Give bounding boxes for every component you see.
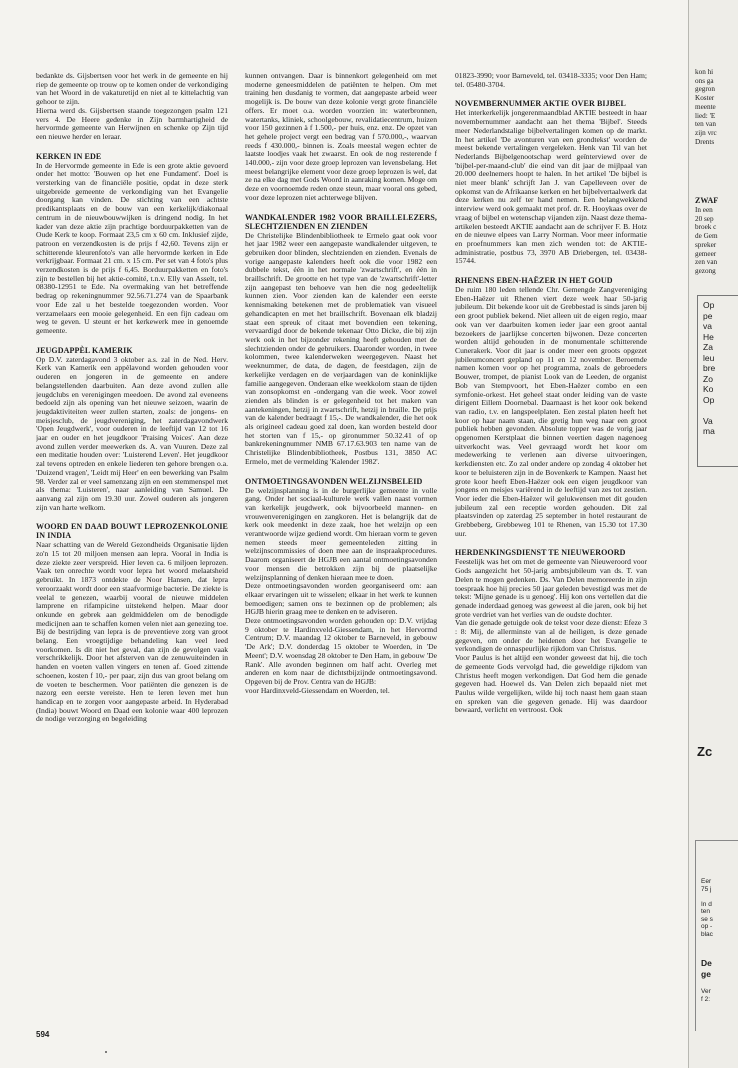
adjacent-page-text-fragment: f 2: <box>701 995 711 1003</box>
article-heading: WOORD EN DAAD BOUWT LEPROZENKOLONIE IN INDIA <box>36 522 228 541</box>
article-heading: ONTMOETINGSAVONDEN WELZIJNSBELEID <box>245 476 423 486</box>
adjacent-page-text-fragment: Op <box>703 300 715 310</box>
article-heading: JEUGDAPPÈL KAMERIK <box>36 345 133 355</box>
adjacent-page-text-fragment: Ko <box>703 384 714 394</box>
adjacent-page-text-fragment: 75 j <box>701 885 712 893</box>
adjacent-page-text-fragment: ons ga <box>695 76 714 85</box>
article-paragraph: bedankte ds. Gijsbertsen voor het werk in de gemeente en hij riep de gemeente op trouw op te komen onder de verkondiging van het Woord in de vakaturetijd en niet al te kittelachtig van gehoor te zijn. <box>36 72 228 107</box>
adjacent-page-text-fragment: Zo <box>703 373 713 384</box>
article-paragraph: kunnen ontvangen. Daar is binnenkort gelegenheid om met moderne geneesmiddelen de patiënten te helpen. Om met training hen dusdanig te vormen, dat aangepaste arbeid weer mogelijk is. De bouw van deze kolonie vergt grote financiële offers. Er moet o.a. worden voorzien in: waterbronnen, watertanks, kliniek, schoolgebouw, revalidatiecentrum, huizen voor 150 gezinnen à f 1.500,- per huis, enz. enz. De opzet van het gehele project vergt een bedrag van f 570.000,-, waarvan reeds f 430.000,- binnen is. Zoals meestal wegen echter de laatste loodjes vaak het zwaarst. En ook de nog resterende f 140.000,- zijn voor deze groep leprozen van levensbelang. Het meest belangrijke element voor deze groep leprozen is wel, dat ze na elke dag met Gods Woord in aanraking komen. Moge om deze en voornoemde reden onze steun, maar vooral ons gebed, voor deze leprozen niet achterwege blijven. <box>245 72 437 202</box>
print-speck <box>105 1051 107 1053</box>
adjacent-page-text-fragment: lied: 'E <box>695 111 716 120</box>
adjacent-page-text-fragment: pe <box>703 310 713 321</box>
article-paragraph: De ruim 180 leden tellende Chr. Gemengde Zangvereniging Eben-Haëzer uit Rhenen viert deze week haar 50-jarig jubileum. Dit bekende koor uit de Grebbestad is sinds jaren bij een groot publiek bekend. Niet alleen uit de eigen regio, maar ook van ver daarbuiten komen ieder jaar een groot aantal bezoekers de jaarlijkse concerten bijwonen. Deze concerten worden altijd gehouden in de monumentale schitterende Cunerakerk. Voor dit jaar is onder meer een groots opgezet jubileumconcert gepland op 11 en 12 november. Beroemde namen komen voor op het programma, zoals de gebroeders Bouwer, trompet, de pianist Look van de Leeden, de organist Bob van Stempvoort, het Eben-Haëzer combo en een symfonie-orkest. Het geheel staat onder leiding van de vaste dirigent Eillem Doornebal. Daarnaast is het koor ook bekend van radio, t.v. en langspeelplaten. Een zestal platen heeft het koor op haar naam staan, die gretig hun weg naar een groot publiek hebben gevonden. Absolute topper was de vorig jaar opgenomen Kerstplaat die binnen veertien dagen nagenoeg uitverkocht was. Veel gevraagd wordt het koor om medewerking te verlenen aan diverse uitvoeringen, kerkdiensten etc. Zo zal onder andere op zondag 4 oktober het koor te beluisteren zijn in de Bovenkerk te Kampen. Naast het grote koor heeft Eben-Haëzer ook een eigen jeugdkoor van jongens en meisjes variërend in de leeftijd van zes tot zestien. Voor ieder die Eben-Haëzer wil gelukwensen met dit gouden jubileum zal een receptie worden gehouden. Dit zal plaatsvinden op zaterdag 25 september in hotel restaurant de Grebbeberg, Grebbeweg 101 te Rhenen, van 15.30 tot 17.30 uur. <box>455 285 647 538</box>
article-paragraph: De Christelijke Blindenbibliotheek te Ermelo gaat ook voor het jaar 1982 weer een aangepaste wandkalender uitgeven, te gebruiken door blinden, slechtzienden en zienden. Evenals de vorige aangepaste kalenders heeft ook die voor 1982 een dubbele tekst, één in het normale 'zwartschrift', en één in braillschrift. De grootte en het type van de 'zwartschrift'-letter zijn aangepast ten behoeve van hen die nog gedeeltelijk kunnen zien. Voor zienden kan de kalender een eerste kennismaking betekenen met de problematiek van visueel gehandicapten en met het braillschrift. Bovenaan elk bladzij staat een spreuk of citaat met bovendien een tekening, vervaardigd door de bekende tekenaar Otto Dicke, die bij zijn werk ook in het bijzonder rekening heeft gehouden met de slechtzienden onder de gebruikers. Daaronder worden, in twee kolommen, twee kalenderweken weergegeven. Naast het weeknummer, de data, de dagen, de feestdagen, zijn de kerkelijke verdagen en de verjaardagen van de koninklijke familie aangegeven. Onderaan elke weekkolom staan de tijden van zonsopkomst en -ondergang van die week. Voor zowel zienden als blinden is er gelegenheid tot het maken van aantekeningen, hetzij in zwartschrift, hetzij in braille. De prijs van de kalender bedraagt f 15,-. De wandkalender, die het ook als origineel cadeau goed zal doen, kan worden besteld door het storten van f 15,- op gironummer 50.32.41 of op bankrekeningnummer NMB 67.17.63.903 ten name van de Christelijke Blindenbibliotheek, Postbus 131, 3850 AC Ermelo, met de vermelding 'Kalender 1982'. <box>245 230 437 466</box>
adjacent-page-text-fragment: In een <box>695 206 713 214</box>
adjacent-page-text-fragment: Eer <box>701 878 712 885</box>
article-paragraph: Het interkerkelijk jongerenmaandblad AKTIE besteedt in haar novembernummer aandacht aan het thema 'Bijbel'. Steeds meer Nederlandstalige bijbelvertalingen komen op de markt. In het artikel 'De avonturen van een grondtekst' worden de meest bekende vertalingen vergeleken. Henk van Til van het Nederlands Bijbelgenootschap werd geïnterviewd over de 'bijbel-per-maand-club' die eind van dit jaar de mijlpaal van 20.000 deelnemers hoopt te halen. In het artikel 'De bijbel is niet meer blank' schrijft Jan J. van Capelleveen over de opkomst van de Afrikaanse kerken en het bijbelvertaalwerk dat deze kerken nu zelf ter hand nemen. Een belangwekkend interview werd ook gemaakt met prof. dr. R. Hooykaas over de vraag of bijbel en wetenschap vijanden zijn. Naast deze thema-artikelen besteedt AKTIE aandacht aan de schrijver F. B. Hotz en de nieuwe elpees van Larry Norman. Voor meer informatie en proefnummers kan men zich wenden tot: de AKTIE-administratie, postbus 73, 3970 AB Driebergen, tel. 03438-15744. <box>455 108 647 266</box>
adjacent-page-text-fragment: Va <box>703 415 713 426</box>
article-paragraph: Deze ontmoetingsavonden worden georganiseerd om: aan elkaar ervaringen uit te wisselen; elkaar in het werk te kunnen bemoedigen; samen ons te bezinnen op de problemen; als HGJB hierin graag mee te denken en te adviseren. <box>245 581 437 617</box>
adjacent-page-text-fragment: de Gem <box>695 232 718 241</box>
adjacent-page-text-fragment: op - <box>701 923 713 930</box>
article-paragraph: Deze ontmoetingsavonden worden gehouden op: D.V. vrijdag 9 oktober te Hardinxveld-Giessendam, in het Hervormd Centrum; D.V. maandag 12 oktober te Barneveld, in gebouw 'De Ark'; D.V. donderdag 15 oktober te Woerden, in 'De Meent'; D.V. woensdag 28 oktober te Den Ham, in gebouw 'De Rank'. Alle avonden beginnen om half acht. Overleg met anderen en kom naar de dichtstbijzijnde ontmoetingsavond. Opgeven bij de Prov. Centra van de HGJB: <box>245 616 437 686</box>
article-paragraph: Van die genade getuigde ook de tekst voor deze dienst: Efeze 3 : 8: Mij, de allerminste van al de heiligen, is deze genade gegeven, om onder de heidenen door het Evangelie te verkondigen de onnaspeurlijke rijkdom van Christus. <box>455 618 647 654</box>
article-paragraph: Naar schatting van de Wereld Gezondheids Organisatie lijden zo'n 15 tot 20 miljoen mensen aan lepra. Vooral in India is deze ziekte zeer verspreid. Hier leven ca. 6 miljoen leprozen. Vaak ten onrechte wordt voor lepra het woord melaatsheid gebruikt. In 1873 ontdekte de Noor Hansen, dat lepra veroorzaakt wordt door een staafvormige bacterie. De ziekte is veelal te genezen, waarbij vooral de nieuwe middelen lamprene en rifampicine uitstekend helpen. Maar door onkunde en gebrek aan geldmiddelen om de benodigde medicijnen aan te schaffen komen velen niet aan genezing toe. Bij de bestrijding van lepra is de preventieve zorg van groot belang. Een vroegtijdige behandeling kan veel leed voorkomen. Is dit niet het geval, dan zijn de gevolgen vaak verschrikkelijk. Door het afsterven van de zenuwuiteinden in handen en voeten vallen vingers en tenen af. Goed zittende schoenen, kosten f 10,- per paar, zijn dus van groot belang om de voeten te beschermen. Voor patiënten die genezen is de nazorg een eerste vereiste. Hen te leren leven met hun handicap en te zorgen voor aangepaste arbeid. In Hyderabad (India) bouwt Woord en Daad een kolonie waar 400 leprozen de nodige verzorging en begeleiding <box>36 540 228 724</box>
page-number: 594 <box>36 1030 50 1039</box>
adjacent-page-text-fragment: blac <box>701 930 713 938</box>
adjacent-page-text-fragment: broek c <box>695 223 717 232</box>
article-heading: RHENENS EBEN-HAËZER IN HET GOUD <box>455 276 613 286</box>
adjacent-page-edge <box>688 0 738 1068</box>
article-paragraph: Voor Paulus is het altijd een wonder geweest dat hij, die toch de gemeente Gods vervolgd had, die geweldige rijkdom van Christus heeft mogen verkondigen. Dat God hem die genade gegeven had. Hoewel ds. Van Delen zich bepaald niet met Paulus wilde vergelijken, wilde hij toch naast hem gaan staan en spreken van die gegeven genade. Hij was daardoor bewaard, verlicht en vertroost. Ook <box>455 653 647 715</box>
adjacent-page-text-fragment: De <box>701 958 712 968</box>
adjacent-page-text-fragment: Za <box>703 342 713 352</box>
article-paragraph: 01823-3990; voor Barneveld, tel. 03418-3335; voor Den Ham; tel. 05480-3704. <box>455 72 647 89</box>
article-heading: NOVEMBERNUMMER AKTIE OVER BIJBEL <box>455 99 626 109</box>
text-column-3 <box>455 72 647 1022</box>
adjacent-page-text-fragment: gemeer <box>695 249 717 258</box>
article-heading: HERDENKINGSDIENST TE NIEUWEROORD <box>455 548 626 558</box>
adjacent-page-text-fragment: kon hi <box>695 68 714 76</box>
adjacent-page-text-fragment: gezong <box>695 266 716 275</box>
adjacent-page-text-fragment: Ver <box>701 988 711 995</box>
adjacent-page-text-fragment: ten <box>701 908 711 915</box>
adjacent-page-text-fragment: Op <box>703 394 715 405</box>
adjacent-page-large-heading: Zc <box>697 744 713 759</box>
text-column-2 <box>245 72 437 1022</box>
adjacent-page-text-fragment: zijn vrc <box>695 128 717 137</box>
adjacent-page-text-fragment: Drents <box>695 137 715 146</box>
article-paragraph: Op D.V. zaterdagavond 3 oktober a.s. zal in de Ned. Herv. Kerk van Kamerik een appèlavond worden gehouden voor ouderen en jongeren in de gemeente en andere belangstellenden daarbuiten. Aan deze avond zullen alle jeugdclubs en verenigingen meedoen. De avond zal eveneens bedoeld zijn als opening van het nieuwe seizoen, waarin de jeugdaktiviteiten weer zullen starten, zoals: de jongens- en meisjesclub, de jeugdvereniging, het zaterdagavondwerk 'Open Jeugdwerk', voor ouderen in de leeftijd van 12 tot 16 jaar en ouder en het jeugdkoor 'Praising Voices'. Aan deze avond zullen verder meewerken ds. A. van Vuuren. Deze zal een meditatie houden over: 'Luisterend Leven'. Het jeugdkoor zal tevens optreden en enkele liederen ten gehore brengen o.a. 'Duizend vragen', 'Leidt mij Heer' en een bewerking van Psalm 98. Verder zal er veel samenzang zijn en een stemmenspel met als thema: 'Luisteren', naar aanleiding van Samuel. De aanvang zal zijn om 19.30 uur. Zowel ouderen als jongeren zijn van harte welkom. <box>36 354 228 512</box>
adjacent-page-text-fragment: In d <box>701 900 712 908</box>
article-heading: WANDKALENDER 1982 VOOR BRAILLELEZERS, SLECHTZIENDEN EN ZIENDEN <box>245 212 437 231</box>
adjacent-page-heading: ZWAF <box>695 196 719 205</box>
article-paragraph: Hierna werd ds. Gijsbertsen staande toegezongen psalm 121 vers 4. De Heere gedenke in Zijn barmhartigheid de hervormde gemeente van Herwijnen en schenke op Zijn tijd een nieuwe herder en leraar. <box>36 105 228 141</box>
article-paragraph: voor Hardinxveld-Giessendam en Woerden, tel. <box>245 685 390 695</box>
adjacent-page-text-fragment: meente <box>695 102 716 111</box>
article-heading: KERKEN IN EDE <box>36 151 102 161</box>
article-paragraph: De welzijnsplanning is in de burgerlijke gemeente in volle gang. Onder het sociaal-kulturele werk vallen naast vormen van kerkelijk jeugdwerk, ook bijvoorbeeld mannen- en vrouwenverenigingen en zangkoren. Het is belangrijk dat de kerk ook meedenkt in deze zaak, hoe het welzijn op een verantwoorde wijze gediend wordt. Om hieraan vorm te geven nemen steeds meer gemeenteleden zitting in welzijnscommissies of doen mee aan de inspraakprocedures. Daarom organiseert de HGJB een aantal ontmoetingsavonden voor mensen die betrokken zijn bij de plaatselijke welzijnsplanning of denken hieraan mee te doen. <box>245 485 437 582</box>
adjacent-page-text-fragment: se s <box>701 915 713 923</box>
adjacent-page-text-fragment: ma <box>703 426 715 436</box>
adjacent-page-text-fragment: Koster <box>695 94 715 103</box>
text-column-1 <box>36 72 228 1022</box>
adjacent-page-text-fragment: gegron <box>695 85 715 94</box>
adjacent-page-text-fragment: va <box>703 321 712 331</box>
adjacent-page-text-fragment: bre <box>703 363 716 373</box>
adjacent-page-text-fragment: 20 sep <box>695 214 714 223</box>
adjacent-page-text-fragment: spreker <box>695 240 717 249</box>
article-paragraph: Feestelijk was het om met de gemeente van Nieuweroord voor Gods aangezicht het 50-jarig ambtsjubileum van ds. T. van Delen te mogen gedenken. Ds. Van Delen memoreerde in zijn toespraak hoe hij precies 50 jaar geleden bevestigd was met de tekst: 'Mijne genade is u genoeg'. Hij kon ons vertellen dat die genade inderdaad genoeg was geweest al die jaren, ook bij het grote verdriet van het verlies van de oudste dochter. <box>455 557 647 619</box>
adjacent-page-text-fragment: zen van <box>695 258 718 267</box>
adjacent-page-text-fragment: ge <box>701 969 711 979</box>
adjacent-page-text-fragment: He <box>703 331 714 342</box>
article-paragraph: In de Hervormde gemeente in Ede is een grote aktie gevoerd onder het motto: 'Bouwen op het ene Fundament'. Doel is versterking van de financiële positie, opdat in deze sterk uitgebreide gemeente de verkondiging van het Evangelie doorgang kan vinden. De stichting van een achtste predikantsplaats en de bouw van een kerkelijk/diakonaal centrum in de nieuwbouwwijken is dringend nodig. In het kader van deze aktie zijn prachtige borduurpakketten van de Oude Kerk te koop. Formaat 23,5 cm x 60 cm. Inklusief zijde, patroon en verzendkosten is de prijs f 42,60. Tevens zijn er schitterende kleurenfoto's van alle hervormde kerken in Ede verkrijgbaar. Formaat 21 cm. x 15 cm. Per set van 4 foto's plus verzendkosten is de prijs f 6,45. Borduurpakketten en foto's zijn te bestellen bij het aktie-comité, t.n.v. Elly van Asselt, tel. 08380-12951 te Ede. Na overmaking van het betreffende bedrag op rekeningnummer 92.56.71.274 van de Spaarbank voor Ede zal u het bestelde toegezonden worden. Voor verzamelaars een mooie gelegenheid. En een fijn cadeau om weg te geven. U steunt er het kerkewerk mee in genoemde gemeente. <box>36 160 228 335</box>
adjacent-page-text-fragment: ten van <box>695 120 716 129</box>
adjacent-page-text-fragment: leu <box>703 352 715 363</box>
